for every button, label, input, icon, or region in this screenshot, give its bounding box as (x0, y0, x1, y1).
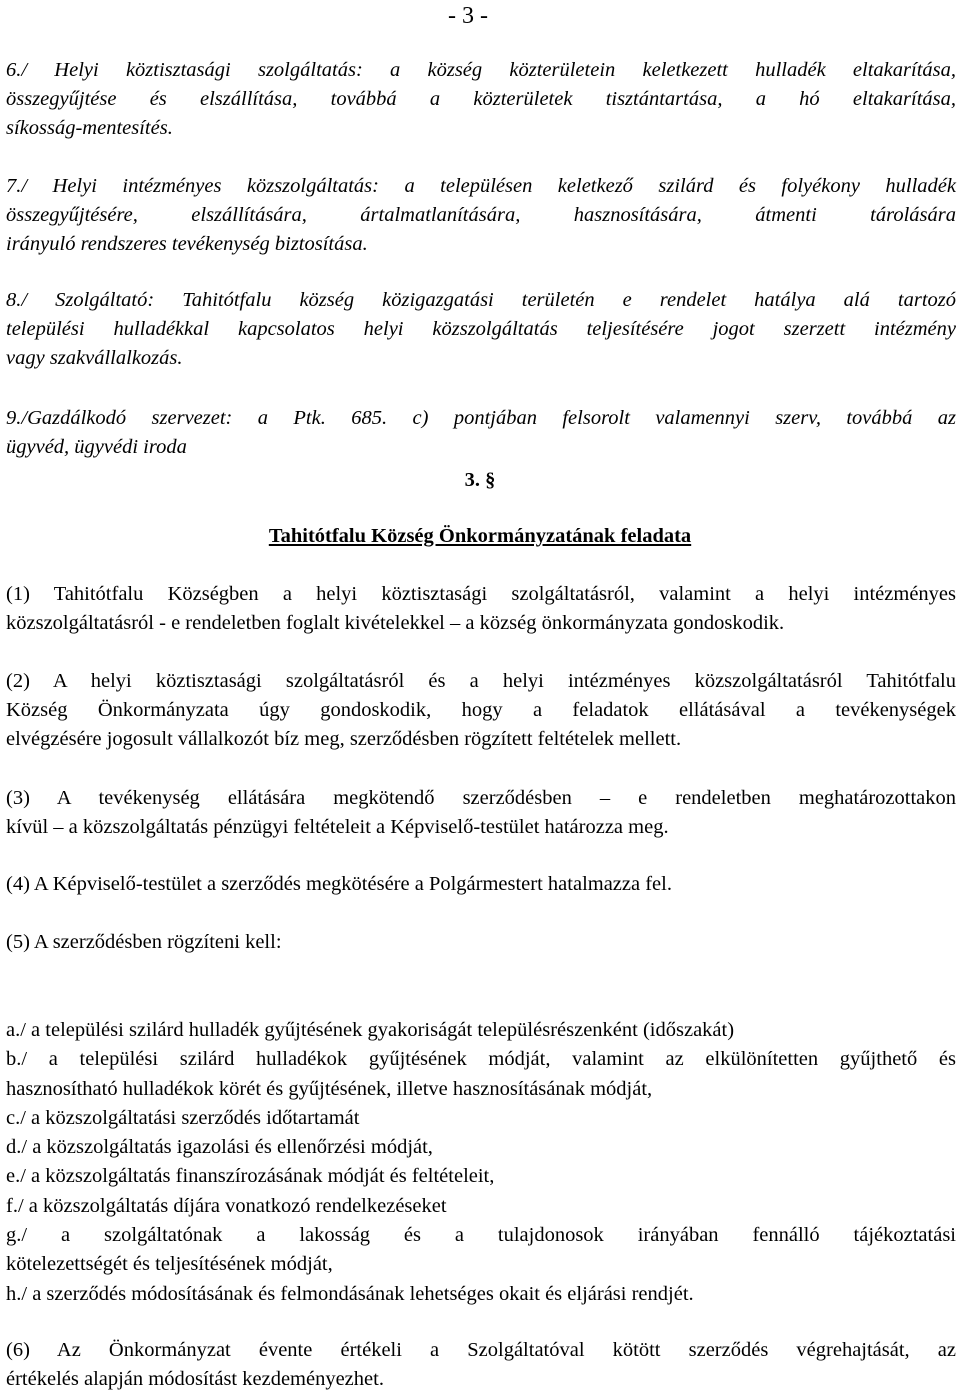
paragraph-line: (2) A helyi köztisztasági szolgáltatásról és a helyi intézményes közszolgáltatásról Tahitótfalu (6, 670, 956, 692)
paragraph-line: kívül – a közszolgáltatás pénzügyi feltételeit a Képviselő-testület határozza meg. (6, 816, 669, 838)
definition-line: összegyűjtésére, elszállítására, ártalmatlanítására, hasznosítására, átmenti tárolására (6, 204, 956, 226)
list-item-continuation: hasznosítható hulladékok körét és gyűjtésének, illetve hasznosításának módját, (6, 1077, 653, 1100)
section-number-text: 3. (464, 469, 486, 491)
section-title: Tahitótfalu Község Önkormányzatának feladata (268, 525, 692, 547)
definition-6 (6, 56, 956, 143)
definition-line: 7./ Helyi intézményes közszolgáltatás: a településen keletkező szilárd és folyékony hulladék (6, 175, 956, 197)
paragraph-line: (3) A tevékenység ellátására megkötendő szerződésben – e rendeletben meghatározottakon (6, 787, 956, 809)
definition-line: települési hulladékkal kapcsolatos helyi közszolgáltatás teljesítésére jogot szerzett intézmény (6, 318, 956, 340)
list-item: h./ a szerződés módosításának és felmondásának lehetséges okait és eljárási rendjét. (6, 1282, 694, 1305)
paragraph-3 (6, 784, 956, 842)
definition-line: 8./ Szolgáltató: Tahitótfalu község közigazgatási területén e rendelet hatálya alá tartozó (6, 289, 956, 311)
list-item: c./ a közszolgáltatási szerződés időtartamát (6, 1106, 360, 1129)
page-number: - 3 - (448, 3, 488, 29)
list-item-continuation: kötelezettségét és teljesítésének módját, (6, 1253, 333, 1276)
requirements-list (6, 1016, 956, 1309)
paragraph-1 (6, 580, 956, 638)
definition-line: síkosság-mentesítés. (6, 117, 173, 139)
definition-7 (6, 172, 956, 259)
list-item: d./ a közszolgáltatás igazolási és ellenőrzési módját, (6, 1136, 433, 1159)
definition-9 (6, 404, 956, 462)
paragraph-line: elvégzésére jogosult vállalkozót bíz meg, szerződésben rögzített feltételek mellett. (6, 728, 682, 750)
list-item: e./ a közszolgáltatás finanszírozásának módját és feltételeit, (6, 1165, 495, 1188)
section-sign-icon: § (485, 469, 496, 491)
paragraph-line: (4) A Képviselő-testület a szerződés megkötésére a Polgármestert hatalmazza fel. (6, 873, 672, 895)
paragraph-line: (6) Az Önkormányzat évente értékeli a Szolgáltatóval kötött szerződés végrehajtását, az (6, 1339, 956, 1361)
list-item: g./ a szolgáltatónak a lakosság és a tulajdonosok irányában fennálló tájékoztatási (6, 1224, 956, 1247)
definition-line: vagy szakvállalkozás. (6, 347, 183, 369)
definition-line: 9./Gazdálkodó szervezet: a Ptk. 685. c) pontjában felsorolt valamennyi szerv, továbbá az (6, 407, 956, 429)
list-item: f./ a közszolgáltatás díjára vonatkozó rendelkezéseket (6, 1194, 447, 1217)
paragraph-line: (1) Tahitótfalu Községben a helyi köztisztasági szolgáltatásról, valamint a helyi intézményes (6, 583, 956, 605)
definition-line: irányuló rendszeres tevékenység biztosítása. (6, 233, 368, 255)
list-item: a./ a települési szilárd hulladék gyűjtésének gyakoriságát településrészenként (időszakát) (6, 1019, 735, 1041)
definition-8 (6, 286, 956, 373)
paragraph-line: (5) A szerződésben rögzíteni kell: (6, 931, 282, 953)
paragraph-line: Község Önkormányzata úgy gondoskodik, hogy a feladatok ellátásával a tevékenységek (6, 699, 956, 721)
section-number (0, 466, 960, 495)
list-item: b./ a települési szilárd hulladékok gyűjtésének módját, valamint az elkülönítetten gyűjthető és (6, 1048, 956, 1071)
definition-line: ügyvéd, ügyvédi iroda (6, 436, 187, 458)
definition-line: 6./ Helyi köztisztasági szolgáltatás: a község közterületein keletkezett hulladék eltakarítása, (6, 59, 956, 81)
paragraph-4 (6, 870, 956, 899)
paragraph-6 (6, 1336, 956, 1394)
definition-line: összegyűjtése és elszállítása, továbbá a közterületek tisztántartása, a hó eltakarítása, (6, 88, 956, 110)
paragraph-line: közszolgáltatásról - e rendeletben foglalt kivételekkel – a község önkormányzata gondoskodik. (6, 612, 785, 634)
paragraph-line: értékelés alapján módosítást kezdeményezhet. (6, 1368, 384, 1390)
paragraph-5 (6, 928, 956, 957)
paragraph-2 (6, 667, 956, 754)
